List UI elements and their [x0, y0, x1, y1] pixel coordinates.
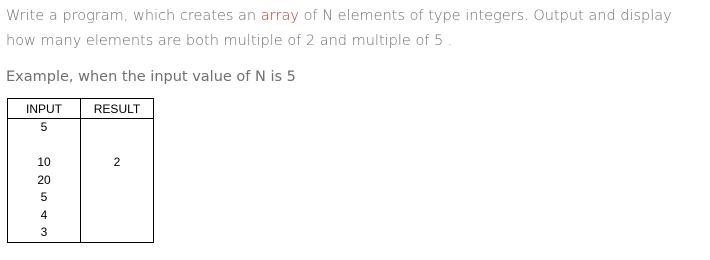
io-table-row [8, 119, 154, 243]
input-value: 20 [37, 172, 51, 187]
problem-line-2: how many elements are both multiple of 2 and multiple of 5 . [6, 33, 453, 49]
problem-line-1-start: Write a program, which creates an [6, 8, 261, 24]
problem-statement [6, 4, 706, 54]
result-column-header: RESULT [81, 99, 154, 119]
example-heading: Example, when the input value of N is 5 [6, 69, 296, 85]
input-column-header: INPUT [8, 99, 81, 119]
problem-line-1-end: of N elements of type integers. Output and display [299, 8, 672, 24]
result-values [81, 119, 153, 242]
result-value [81, 119, 153, 137]
problem-line-1 [6, 4, 706, 29]
array-keyword: array [260, 8, 300, 24]
result-value [81, 189, 153, 207]
io-table-header-row [8, 99, 154, 119]
input-cell [8, 119, 81, 243]
input-value [8, 137, 80, 155]
input-values [8, 119, 80, 242]
result-cell [81, 119, 154, 243]
input-value: 3 [40, 225, 48, 239]
result-value [81, 172, 153, 190]
result-value [81, 207, 153, 225]
input-value: 4 [40, 207, 48, 222]
result-value [81, 224, 153, 242]
input-value: 10 [37, 155, 51, 169]
io-table [7, 98, 154, 243]
input-value: 5 [40, 190, 48, 204]
input-value: 5 [40, 120, 48, 134]
result-value [81, 137, 153, 155]
result-value: 2 [113, 155, 121, 169]
